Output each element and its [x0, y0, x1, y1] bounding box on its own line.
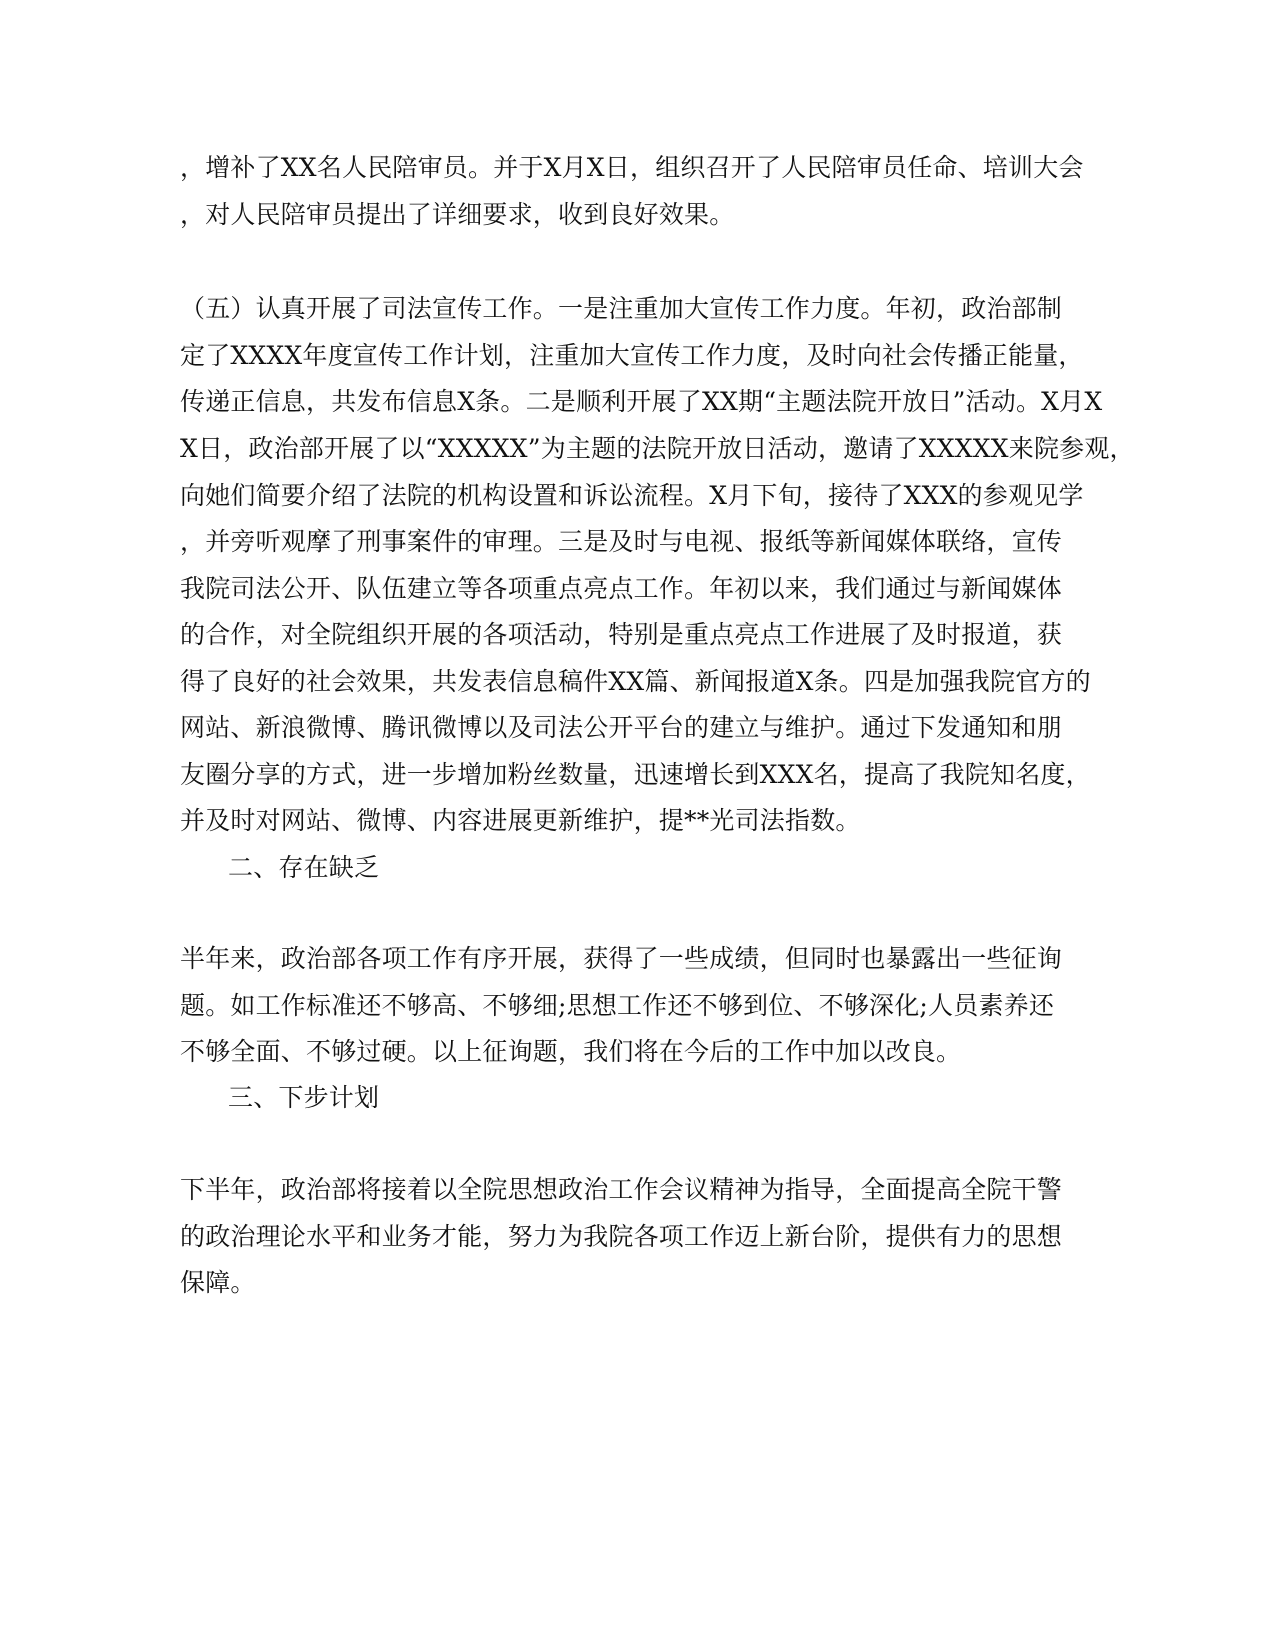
section-heading-shortcomings: 二、存在缺乏 — [228, 853, 380, 882]
text-line: ，并旁听观摩了刑事案件的审理。三是及时与电视、报纸等新闻媒体联络，宣传 — [180, 527, 1063, 556]
text-line: 不够全面、不够过硬。以上征询题，我们将在今后的工作中加以改良。 — [180, 1037, 962, 1066]
text-line: 半年来，政治部各项工作有序开展，获得了一些成绩，但同时也暴露出一些征询 — [180, 944, 1063, 973]
text-line: （五）认真开展了司法宣传工作。一是注重加大宣传工作力度。年初，政治部制 — [180, 294, 1063, 323]
text-line: ，对人民陪审员提出了详细要求，收到良好效果。 — [180, 200, 735, 229]
text-line: 下半年，政治部将接着以全院思想政治工作会议精神为指导，全面提高全院干警 — [180, 1175, 1063, 1204]
text-line: X日，政治部开展了以“XXXXX”为主题的法院开放日活动，邀请了XXXXX来院参观， — [180, 434, 1135, 463]
text-line: 的合作，对全院组织开展的各项活动，特别是重点亮点工作进展了及时报道，获 — [180, 620, 1063, 649]
text-line: 定了XXXX年度宣传工作计划，注重加大宣传工作力度，及时向社会传播正能量， — [180, 341, 1084, 370]
section-heading-next-plan: 三、下步计划 — [228, 1083, 380, 1112]
text-line: 的政治理论水平和业务才能，努力为我院各项工作迈上新台阶，提供有力的思想 — [180, 1222, 1063, 1251]
text-line: 得了良好的社会效果，共发表信息稿件XX篇、新闻报道X条。四是加强我院官方的 — [180, 667, 1091, 696]
text-line: 题。如工作标准还不够高、不够细;思想工作还不够到位、不够深化;人员素养还 — [180, 991, 1055, 1020]
text-line: 传递正信息，共发布信息X条。二是顺利开展了XX期“主题法院开放日”活动。X月X — [180, 387, 1103, 416]
text-line: 友圈分享的方式，进一步增加粉丝数量，迅速增长到XXX名，提高了我院知名度， — [180, 760, 1091, 789]
text-line: 网站、新浪微博、腾讯微博以及司法公开平台的建立与维护。通过下发通知和朋 — [180, 713, 1063, 742]
text-line: 并及时对网站、微博、内容进展更新维护，提**光司法指数。 — [180, 806, 861, 835]
text-line: ，增补了XX名人民陪审员。并于X月X日，组织召开了人民陪审员任命、培训大会 — [180, 153, 1084, 182]
text-line: 保障。 — [180, 1268, 256, 1297]
text-line: 向她们简要介绍了法院的机构设置和诉讼流程。X月下旬，接待了XXX的参观见学 — [180, 481, 1084, 510]
text-line: 我院司法公开、队伍建立等各项重点亮点工作。年初以来，我们通过与新闻媒体 — [180, 574, 1063, 603]
